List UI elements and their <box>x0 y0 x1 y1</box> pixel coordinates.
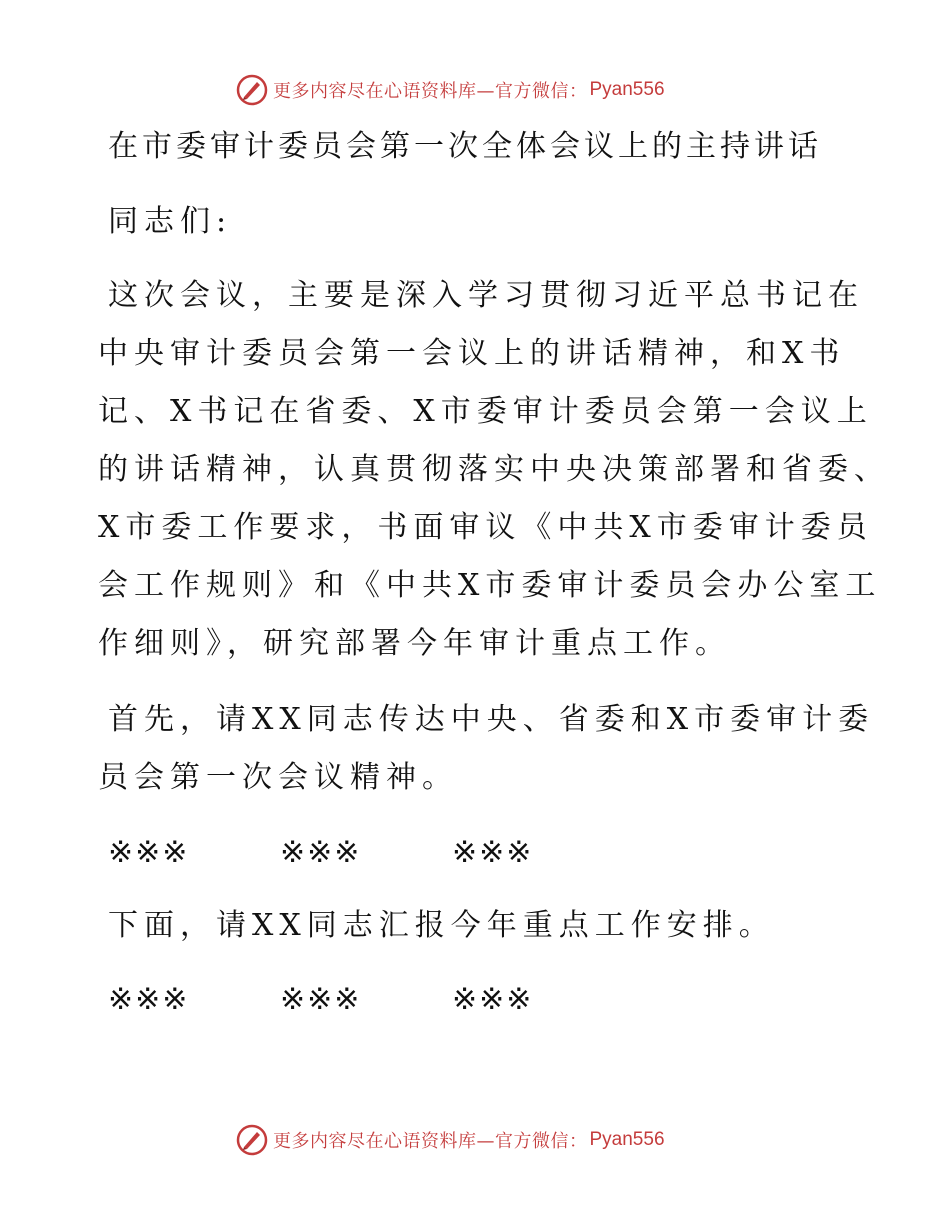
separator-mark: ※※※ <box>108 982 190 1017</box>
separator-marks-2 <box>108 980 624 1020</box>
separator-mark: ※※※ <box>280 835 362 870</box>
watermark-text: 更多内容尽在心语资料库—官方微信： <box>273 81 588 102</box>
paragraph-3: 下面，请XX同志汇报今年重点工作安排。 <box>108 908 775 943</box>
watermark-text: 更多内容尽在心语资料库—官方微信： <box>273 1131 588 1152</box>
paragraph-line: X市委工作要求，书面审议《中共X市委审计委员 <box>98 510 873 545</box>
greeting: 同志们: <box>108 204 233 239</box>
separator-mark: ※※※ <box>452 835 534 870</box>
quill-logo-icon <box>235 1123 269 1157</box>
paragraph-line: 这次会议，主要是深入学习贯彻习近平总书记在 <box>108 278 864 313</box>
paragraph-line: 中央审计委员会第一会议上的讲话精神，和X书 <box>98 336 846 371</box>
paragraph-line: 会工作规则》和《中共X市委审计委员会办公室工 <box>98 568 882 603</box>
separator-mark: ※※※ <box>108 835 190 870</box>
paragraph-line: 员会第一次会议精神。 <box>98 760 458 795</box>
separator-mark: ※※※ <box>280 982 362 1017</box>
watermark-id: Pyan556 <box>589 1129 665 1150</box>
separator-marks-1 <box>108 833 624 873</box>
paragraph-line: 的讲话精神，认真贯彻落实中央决策部署和省委、 <box>98 452 890 487</box>
document-title: 在市委审计委员会第一次全体会议上的主持讲话 <box>108 129 822 164</box>
separator-mark: ※※※ <box>452 982 534 1017</box>
quill-logo-icon <box>235 73 269 107</box>
paragraph-line: 作细则》，研究部署今年审计重点工作。 <box>98 626 731 661</box>
footer-watermark <box>235 1123 665 1157</box>
header-watermark <box>235 73 665 107</box>
paragraph-line: 记、X书记在省委、X市委审计委员会第一会议上 <box>98 394 873 429</box>
paragraph-line: 首先，请XX同志传达中央、省委和X市委审计委 <box>108 702 875 737</box>
watermark-id: Pyan556 <box>589 79 665 100</box>
